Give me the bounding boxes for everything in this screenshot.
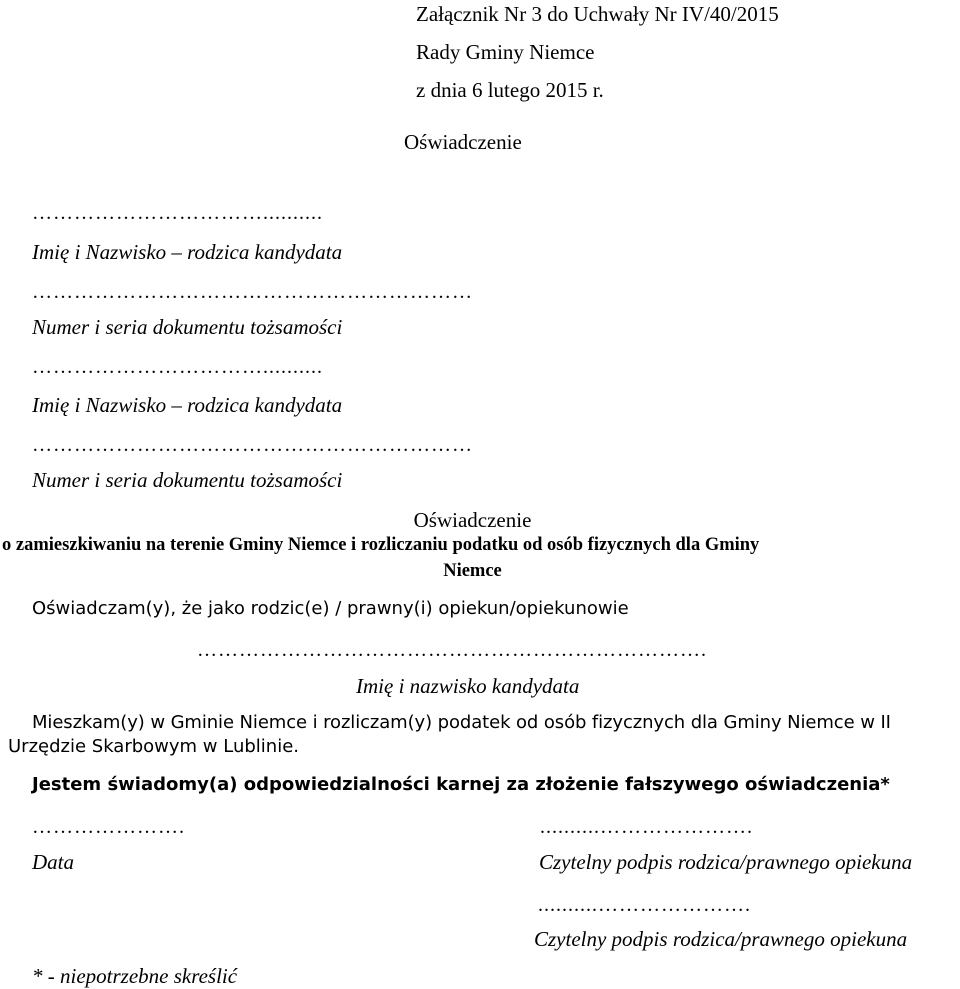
attachment-header-line3: z dnia 6 lutego 2015 r. bbox=[416, 78, 604, 102]
attachment-header-line1: Załącznik Nr 3 do Uchwały Nr IV/40/2015 bbox=[416, 2, 779, 26]
date-label: Data bbox=[32, 850, 74, 874]
residence-line1: Mieszkam(y) w Gminie Niemce i rozliczam(y) podatek od osób fizycznych dla Gminy Niemce w II bbox=[32, 712, 891, 733]
parent2-name-dots: …………………………….......... bbox=[32, 356, 323, 378]
parent2-doc-dots: ……………………………………………………… bbox=[32, 434, 473, 456]
top-title: Oświadczenie bbox=[404, 130, 522, 154]
signature1-label: Czytelny podpis rodzica/prawnego opiekuna bbox=[539, 850, 913, 874]
child-name-dots: ………………………………………………………………. bbox=[197, 639, 707, 661]
parent1-doc-dots: ……………………………………………………… bbox=[32, 281, 473, 303]
statement-title: Oświadczenie bbox=[413, 508, 532, 532]
parent2-doc-label: Numer i seria dokumentu tożsamości bbox=[32, 468, 343, 492]
statement-subtitle-line2: Niemce bbox=[443, 561, 502, 581]
statement-subtitle-line1: o zamieszkiwaniu na terenie Gminy Niemce i rozliczaniu podatku od osób fizycznych dla Gminy bbox=[2, 535, 760, 555]
statement-intro: Oświadczam(y), że jako rodzic(e) / prawny(i) opiekun/opiekunowie bbox=[32, 598, 629, 619]
date-dots: …………………. bbox=[32, 816, 185, 838]
attachment-header-line2: Rady Gminy Niemce bbox=[416, 40, 595, 64]
signature2-label: Czytelny podpis rodzica/prawnego opiekuna bbox=[534, 927, 908, 951]
residence-line2: Urzędzie Skarbowym w Lublinie. bbox=[8, 736, 299, 757]
parent1-name-label: Imię i Nazwisko – rodzica kandydata bbox=[32, 240, 343, 264]
awareness-statement: Jestem świadomy(a) odpowiedzialności karnej za złożenie fałszywego oświadczenia* bbox=[32, 774, 890, 795]
parent1-name-dots: …………………………….......... bbox=[32, 202, 323, 224]
signature2-dots: ..........…………………. bbox=[538, 894, 751, 916]
parent2-name-label: Imię i Nazwisko – rodzica kandydata bbox=[32, 393, 343, 417]
signature1-dots: ..........…………………. bbox=[540, 816, 753, 838]
child-name-label: Imię i nazwisko kandydata bbox=[356, 674, 580, 698]
footnote: * - niepotrzebne skreślić bbox=[32, 964, 238, 988]
parent1-doc-label: Numer i seria dokumentu tożsamości bbox=[32, 315, 343, 339]
